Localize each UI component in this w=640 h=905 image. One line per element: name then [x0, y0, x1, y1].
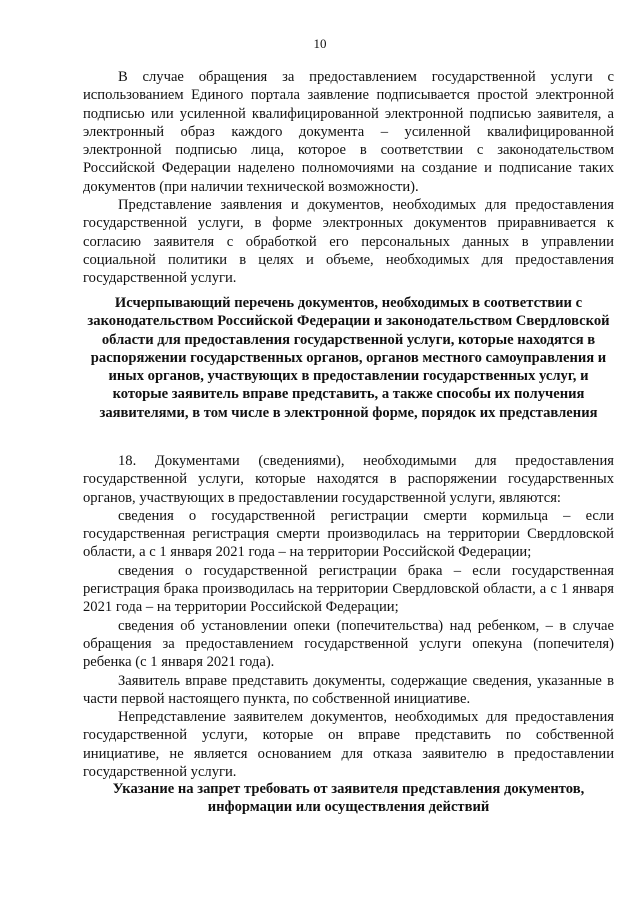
section-paragraphs — [83, 452, 614, 781]
intro-paragraphs — [83, 68, 614, 288]
paragraph: сведения о государственной регистрации брака – если государственная регистрация брака производилась на территории Свердловской области, а с 1 января 2021 года – на территории Российской Федерации; — [83, 562, 614, 616]
paragraph: Заявитель вправе представить документы, содержащие сведения, указанные в части первой настоящего пункта, по собственной инициативе. — [83, 672, 614, 707]
paragraph: В случае обращения за предоставлением государственной услуги с использованием Единого портала заявление подписывается простой электронной подписью или усиленной квалифицированной электронной подписью заявителя, а электронный образ каждого документа – усиленной квалифицированной электронной подписью лица, которое в соответствии с законодательством Российской Федерации наделено полномочиями на создание и подписание таких документов (при наличии технической возможности). — [83, 69, 614, 195]
page-number: 10 — [313, 36, 327, 51]
section-heading: Указание на запрет требовать от заявителя представления документов, информации или осуществления действий — [112, 781, 585, 816]
paragraph: 18. Документами (сведениями), необходимыми для предоставления государственной услуги, которые находятся в распоряжении государственных органов, участвующих в предоставлении государственной услуги, являются: — [83, 453, 614, 506]
paragraph: Представление заявления и документов, необходимых для предоставления государственной услуги, в форме электронных документов приравнивается к согласию заявителя с обработкой его персональных данных в управлении социальной политики в целях и объеме, необходимых для предоставления государственной услуги. — [83, 197, 614, 287]
section-heading: Исчерпывающий перечень документов, необходимых в соответствии с законодательством Российской Федерации и законодательством Свердловской области для предоставления государственной услуги, которые находятся в распоряжении государственных органов, органов местного самоуправления и иных органов, участвующих в предоставлении государственных услуг, и которые заявитель вправе представить, а также способы их получения заявителями, в том числе в электронной форме, порядок их представления — [87, 295, 610, 421]
paragraph: сведения об установлении опеки (попечительства) над ребенком, – в случае обращения за предоставлением государственной услуги опекуна (попечителя) ребенка (с 1 января 2021 года). — [83, 617, 614, 671]
paragraph: Непредставление заявителем документов, необходимых для предоставления государственной услуги, которые он вправе представить по собственной инициативе, не является основанием для отказа заявителю в предоставлении государственной услуги. — [83, 709, 614, 781]
paragraph: сведения о государственной регистрации смерти кормильца – если государственная регистрация смерти производилась на территории Свердловской области, а с 1 января 2021 года – на территории Российской Федерации; — [83, 507, 614, 561]
